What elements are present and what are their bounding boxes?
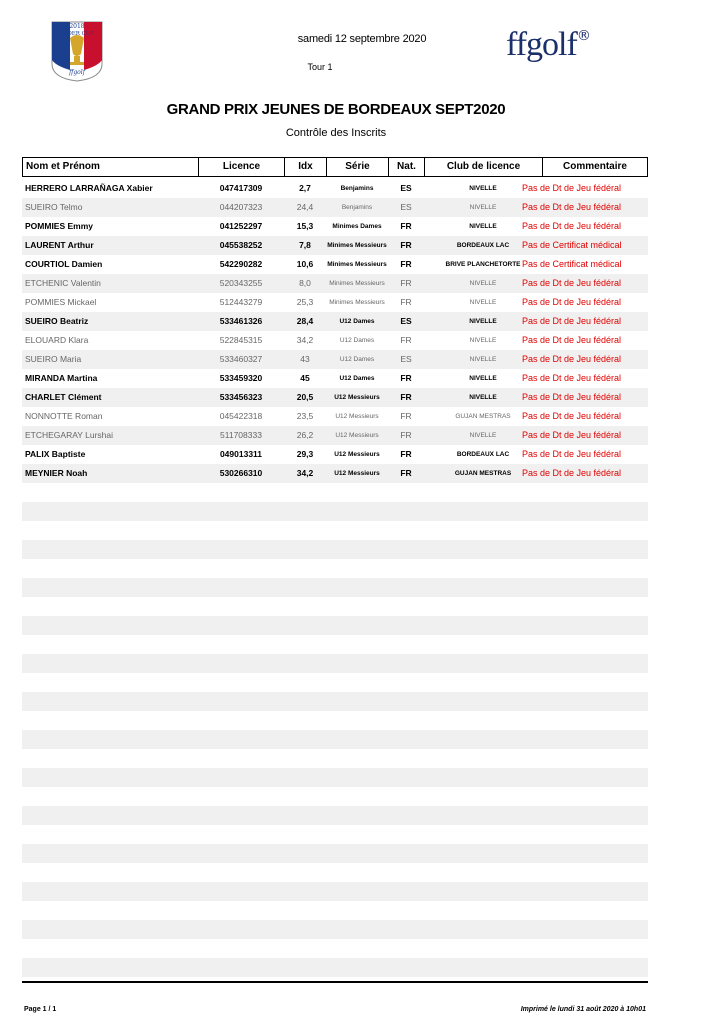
table-row	[22, 255, 648, 274]
svg-text:RYDER CUP: RYDER CUP	[59, 31, 95, 37]
cell-licence: 533459320	[219, 373, 263, 383]
cell-idx: 34,2	[296, 335, 314, 345]
cell-nat: FR	[400, 430, 412, 440]
cell-nat: FR	[400, 449, 412, 459]
cell-nat: FR	[400, 221, 412, 231]
cell-nat: ES	[400, 202, 412, 212]
empty-row	[22, 768, 648, 787]
cell-comment: Pas de Dt de Jeu fédéral	[522, 373, 622, 383]
empty-row	[22, 882, 648, 901]
cell-licence: 044207323	[219, 202, 263, 212]
cell-serie: Minimes Dames	[332, 223, 382, 230]
bottom-divider	[22, 981, 648, 983]
cell-nat: FR	[400, 297, 412, 307]
cell-licence: 533460327	[219, 354, 263, 364]
cell-comment: Pas de Dt de Jeu fédéral	[522, 221, 622, 231]
cell-comment: Pas de Dt de Jeu fédéral	[522, 297, 622, 307]
cell-comment: Pas de Certificat médical	[522, 240, 622, 250]
cell-club: NIVELLE	[469, 204, 497, 211]
cell-idx: 7,8	[299, 240, 311, 250]
table-row	[22, 179, 648, 198]
cell-idx: 10,6	[296, 259, 314, 269]
cell-comment: Pas de Certificat médical	[522, 259, 622, 269]
cell-serie: U12 Dames	[339, 356, 375, 363]
table-row	[22, 426, 648, 445]
cell-serie: Minimes Messieurs	[329, 280, 385, 287]
cell-comment: Pas de Dt de Jeu fédéral	[522, 278, 622, 288]
ffgolf-logo	[506, 26, 590, 64]
col-header-licence: Licence	[199, 158, 285, 176]
cell-serie: Benjamins	[340, 185, 374, 192]
empty-row	[22, 844, 648, 863]
table-row	[22, 350, 648, 369]
cell-licence: 530266310	[219, 468, 263, 478]
cell-comment: Pas de Dt de Jeu fédéral	[522, 202, 622, 212]
cell-licence: 049013311	[219, 449, 263, 459]
cell-name: CHARLET Clément	[25, 392, 102, 402]
table-row	[22, 312, 648, 331]
header-round: Tour 1	[307, 62, 333, 72]
cell-licence: 041252297	[219, 221, 263, 231]
cell-idx: 24,4	[296, 202, 314, 212]
cell-idx: 43	[300, 354, 310, 364]
cell-club: BORDEAUX LAC	[456, 242, 510, 249]
cell-name: NONNOTTE Roman	[25, 411, 103, 421]
cell-club: NIVELLE	[469, 223, 497, 230]
cell-name: HERRERO LARRAÑAGA Xabier	[25, 183, 153, 193]
cell-club: BORDEAUX LAC	[456, 451, 510, 458]
empty-row	[22, 616, 648, 635]
table-row	[22, 331, 648, 350]
cell-club: NIVELLE	[469, 337, 497, 344]
cell-comment: Pas de Dt de Jeu fédéral	[522, 449, 622, 459]
cell-licence: 542290282	[219, 259, 263, 269]
col-header-serie: Série	[327, 158, 389, 176]
cell-nat: FR	[400, 411, 412, 421]
cell-licence: 522845315	[219, 335, 263, 345]
cell-serie: U12 Messieurs	[334, 470, 380, 477]
cell-club: NIVELLE	[469, 394, 497, 401]
cell-name: ELOUARD Klara	[25, 335, 89, 345]
svg-text:2018: 2018	[69, 23, 85, 30]
page-number: Page 1 / 1	[24, 1006, 57, 1013]
cell-name: COURTIOL Damien	[25, 259, 103, 269]
cell-serie: U12 Messieurs	[335, 413, 379, 420]
empty-row	[22, 540, 648, 559]
cell-licence: 533461326	[219, 316, 263, 326]
cell-licence: 047417309	[219, 183, 263, 193]
cell-name: POMMIES Emmy	[25, 221, 94, 231]
cell-nat: ES	[400, 316, 412, 326]
cell-comment: Pas de Dt de Jeu fédéral	[522, 468, 622, 478]
empty-row	[22, 958, 648, 977]
empty-row	[22, 692, 648, 711]
cell-name: SUEIRO Beatriz	[25, 316, 89, 326]
table-row	[22, 388, 648, 407]
cell-name: ETCHENIC Valentin	[25, 278, 101, 288]
table-row	[22, 236, 648, 255]
cell-club: GUJAN MESTRAS	[455, 413, 511, 420]
cell-nat: FR	[400, 468, 412, 478]
ffgolf-wordmark: ffgolf	[506, 26, 577, 63]
cell-idx: 28,4	[296, 316, 314, 326]
cell-name: ETCHEGARAY Lurshai	[25, 430, 114, 440]
cell-serie: Benjamins	[341, 204, 373, 211]
cell-name: PALIX Baptiste	[25, 449, 86, 459]
cell-idx: 15,3	[296, 221, 314, 231]
print-date: Imprimé le lundi 31 août 2020 à 10h01	[520, 1006, 646, 1013]
cell-idx: 23,5	[296, 411, 314, 421]
table-row	[22, 407, 648, 426]
cell-serie: U12 Dames	[339, 337, 375, 344]
cell-name: POMMIES Mickael	[25, 297, 97, 307]
cell-serie: Minimes Messieurs	[327, 242, 387, 249]
cell-idx: 26,2	[296, 430, 314, 440]
cell-name: SUEIRO Maria	[25, 354, 82, 364]
cell-idx: 20,5	[296, 392, 314, 402]
cell-nat: ES	[400, 354, 412, 364]
col-header-idx: Idx	[285, 158, 327, 176]
table-row	[22, 293, 648, 312]
table-row	[22, 445, 648, 464]
page-subtitle: Contrôle des Inscrits	[285, 127, 387, 139]
cell-club: NIVELLE	[469, 280, 497, 287]
cell-serie: Minimes Messieurs	[327, 261, 387, 268]
empty-row	[22, 578, 648, 597]
col-header-comment: Commentaire	[563, 161, 627, 172]
cell-comment: Pas de Dt de Jeu fédéral	[522, 316, 622, 326]
cell-name: MEYNIER Noah	[25, 468, 88, 478]
cell-nat: FR	[400, 259, 412, 269]
empty-row	[22, 806, 648, 825]
cell-comment: Pas de Dt de Jeu fédéral	[522, 183, 622, 193]
cell-name: LAURENT Arthur	[25, 240, 94, 250]
cell-club: NIVELLE	[469, 432, 497, 439]
table-header	[22, 157, 648, 177]
empty-row	[22, 654, 648, 673]
cell-club: NIVELLE	[469, 299, 497, 306]
empty-row	[22, 502, 648, 521]
table-row	[22, 369, 648, 388]
cell-licence: 512443279	[219, 297, 263, 307]
cell-club: BRIVE PLANCHETORTE	[445, 261, 521, 268]
cell-licence: 533456323	[219, 392, 263, 402]
cell-club: NIVELLE	[469, 375, 497, 382]
cell-club: GUJAN MESTRAS	[454, 470, 512, 477]
registered-mark: ®	[576, 28, 590, 44]
cell-idx: 8,0	[299, 278, 311, 288]
cell-serie: U12 Messieurs	[334, 394, 380, 401]
cell-serie: U12 Messieurs	[335, 432, 379, 439]
table-row	[22, 198, 648, 217]
empty-row	[22, 730, 648, 749]
cell-idx: 34,2	[296, 468, 314, 478]
col-header-nat: Nat.	[389, 158, 425, 176]
ryder-cup-logo	[50, 20, 104, 82]
cell-serie: Minimes Messieurs	[329, 299, 385, 306]
table-row	[22, 217, 648, 236]
cell-nat: FR	[400, 278, 412, 288]
cell-comment: Pas de Dt de Jeu fédéral	[522, 335, 622, 345]
cell-serie: U12 Dames	[339, 318, 375, 325]
table-row	[22, 274, 648, 293]
cell-nat: FR	[400, 335, 412, 345]
cell-comment: Pas de Dt de Jeu fédéral	[522, 430, 622, 440]
empty-row	[22, 920, 648, 939]
cell-nat: FR	[400, 373, 412, 383]
header-date: samedi 12 septembre 2020	[297, 33, 427, 45]
cell-name: SUEIRO Telmo	[25, 202, 83, 212]
cell-comment: Pas de Dt de Jeu fédéral	[522, 354, 622, 364]
cell-idx: 2,7	[299, 183, 311, 193]
cell-licence: 045538252	[219, 240, 263, 250]
cell-serie: U12 Messieurs	[334, 451, 380, 458]
cell-licence: 511708333	[220, 430, 262, 440]
svg-text:ffgolf: ffgolf	[69, 69, 85, 76]
table-row	[22, 464, 648, 483]
cell-comment: Pas de Dt de Jeu fédéral	[522, 392, 622, 402]
cell-nat: ES	[400, 183, 412, 193]
cell-idx: 25,3	[296, 297, 314, 307]
cell-club: NIVELLE	[469, 356, 497, 363]
cell-club: NIVELLE	[469, 318, 497, 325]
cell-name: MIRANDA Martina	[25, 373, 98, 383]
cell-licence: 045422318	[219, 411, 263, 421]
cell-club: NIVELLE	[469, 185, 497, 192]
cell-nat: FR	[400, 392, 412, 402]
cell-licence: 520343255	[219, 278, 263, 288]
cell-comment: Pas de Dt de Jeu fédéral	[522, 411, 622, 421]
cell-idx: 29,3	[296, 449, 314, 459]
cell-idx: 45	[300, 373, 310, 383]
col-header-club: Club de licence	[425, 158, 543, 176]
cell-serie: U12 Dames	[339, 375, 375, 382]
cell-nat: FR	[400, 240, 412, 250]
col-header-name: Nom et Prénom	[23, 158, 199, 176]
page-title: GRAND PRIX JEUNES DE BORDEAUX SEPT2020	[166, 101, 506, 118]
